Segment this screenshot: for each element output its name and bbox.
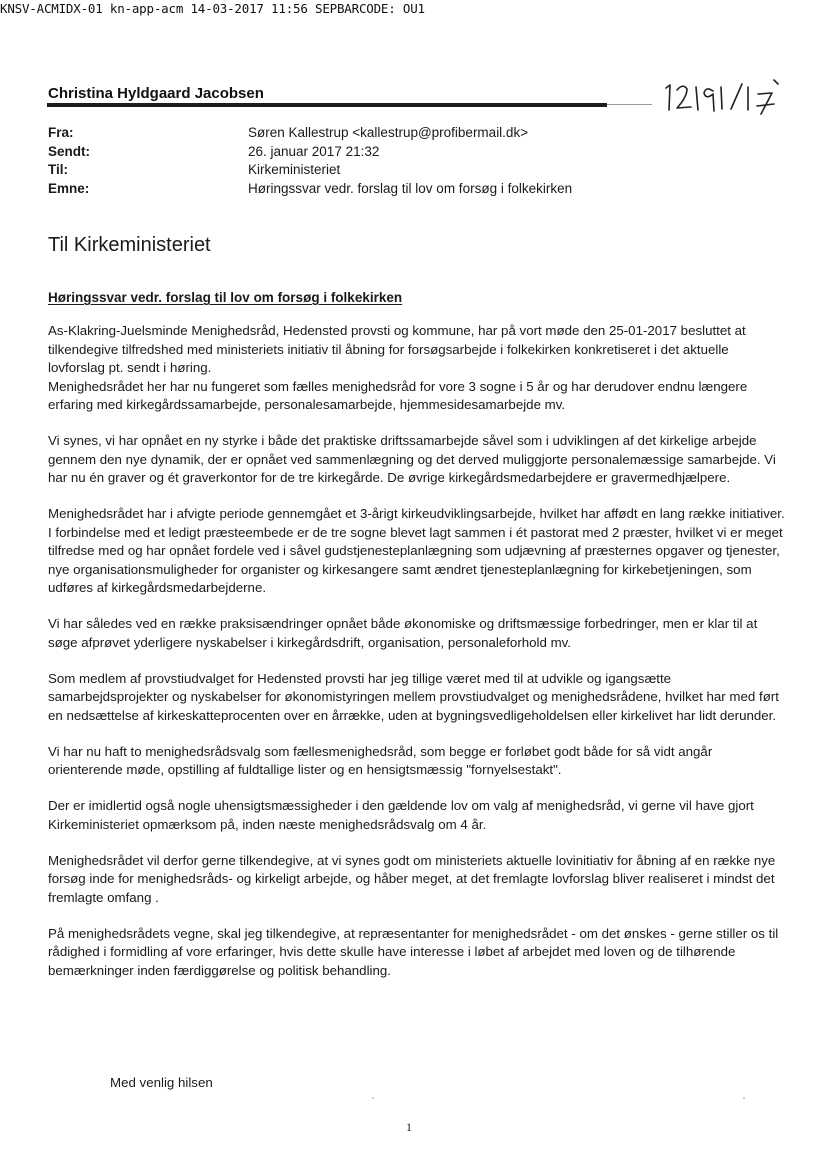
greeting-heading: Til Kirkeministeriet — [48, 234, 211, 256]
paragraph: Vi synes, vi har opnået en ny styrke i både det praktiske driftssamarbejde såvel som i udviklingen af det kirkelige arbejde gennem den nye dynamik, der er opnået ved sammenlægning og det derved muliggjorte personalemæssige samarbejde. Vi har nu én graver og ét graverkontor for de tre kirkegårde. De øvrige kirkegårdsmedarbejdere er gravermedhjælpere. — [48, 433, 776, 485]
paragraph: As-Klakring-Juelsminde Menighedsråd, Hedensted provsti og kommune, har på vort møde den 25-01-2017 besluttet at tilkendegive tilfredshed med ministeriets initiativ til åbning for forsøgsarbejde i folkekirken konkretiseret i det aktuelle lovforslag pt. sendt i høring. Menighedsrådet her har nu fungeret som fælles menighedsråd for vore 3 sogne i 5 år og har derudover endnu længere erfaring med kirkegårdssamarbejde, personalesamarbejde, hjemmesidesamarbejde mv. — [48, 323, 748, 412]
handwritten-reference-number — [662, 78, 780, 118]
header-rule-extension — [607, 104, 652, 105]
meta-row-sent — [48, 143, 572, 162]
meta-row-to — [48, 161, 572, 180]
fax-header: KNSV-ACMIDX-01 kn-app-acm 14-03-2017 11:56 SEPBARCODE: OU1 — [0, 1, 425, 16]
paragraph: På menighedsrådets vegne, skal jeg tilkendegive, at repræsentanter for menighedsrådet - om det ønskes - gerne stiller os til rådighed i formidling af vore erfaringer, hvis dette skulle have interesse i løbet af arbejdet med loven og de tilhørende bemærkninger inden færdiggørelse og politisk behandling. — [48, 925, 779, 978]
paragraph: Vi har således ved en række praksisændringer opnået både økonomiske og driftsmæssige forbedringer, men er klar til at søge afprøvet yderligere nyskabelser i kirkegårdsdrift, organisation, personaleforhold mv. — [48, 616, 758, 650]
sent-value: 26. januar 2017 21:32 — [248, 143, 380, 159]
to-label: Til: — [48, 162, 68, 177]
sender-name: Christina Hyldgaard Jacobsen — [48, 85, 264, 102]
from-label: Fra: — [48, 125, 74, 140]
header-rule — [47, 103, 607, 107]
meta-row-subject — [48, 180, 572, 199]
subject-value: Høringssvar vedr. forslag til lov om forsøg i folkekirken — [248, 180, 573, 196]
from-value: Søren Kallestrup <kallestrup@profibermail.dk> — [248, 125, 529, 140]
paragraph: Som medlem af provstiudvalget for Hedensted provsti har jeg tillige været med til at udvikle og igangsætte samarbejdsprojekter og nyskabelser for økonomistyringen mellem provstiudvalget og menighedsrådene, hvilket har med ført en nedsættelse af kirkeskatteprocenten over en årrække, uden at bygningsvedligeholdelsen eller kirkelivet har lidt derunder. — [48, 670, 779, 723]
to-value: Kirkeministeriet — [248, 162, 341, 177]
subject-heading: Høringssvar vedr. forslag til lov om forsøg i folkekirken — [48, 290, 403, 305]
meta-row-from — [48, 124, 572, 143]
sent-label: Sendt: — [48, 143, 90, 159]
paragraph: Vi har nu haft to menighedsrådsvalg som fællesmenighedsråd, som begge er forløbet godt både for så vidt angår orienterende møde, opstilling af fuldtallige lister og en hensigtsmæssig "fornyelsestakt". — [48, 743, 713, 777]
paragraph: Der er imidlertid også nogle uhensigtsmæssigheder i den gældende lov om valg af menighedsråd, vi gerne vil have gjort Kirkeministeriet opmærksom på, inden næste menighedsrådsvalg om 4 år. — [48, 798, 754, 832]
letter-body — [48, 322, 788, 998]
email-meta — [48, 124, 572, 198]
paragraph: Menighedsrådet har i afvigte periode gennemgået et 3-årigt kirkeudviklingsarbejde, hvilket har affødt en lang række initiativer. I forbindelse med et ledigt præsteembede er de tre sogne blevet lagt sammen i ét pastorat med 2 præster, hvilket vi er meget tilfredse med og har opnået fordele ved i såvel gudstjenesteplanlægning som udjævning af præsternes opgaver og tjenester, nye organisationsmuligheder for organister og kirkesangere samt ændret tjenesteplanlægning for kirkebetjeningen, som udføres af kirkegårdsmedarbejderne. — [48, 506, 785, 595]
scan-speck — [743, 1097, 745, 1099]
scan-speck — [372, 1097, 374, 1099]
page-number: 1 — [406, 1120, 412, 1134]
paragraph: Menighedsrådet vil derfor gerne tilkendegive, at vi synes godt om ministeriets aktuelle lovinitiativ for åbning af en række nye forsøg inde for menighedsråds- og kirkeligt arbejde, og håber meget, at det fremlagte lovforslag bliver realiseret i mindst det fremlagte omfang . — [48, 852, 776, 905]
subject-label: Emne: — [48, 180, 90, 196]
closing-salutation: Med venlig hilsen — [110, 1075, 213, 1090]
